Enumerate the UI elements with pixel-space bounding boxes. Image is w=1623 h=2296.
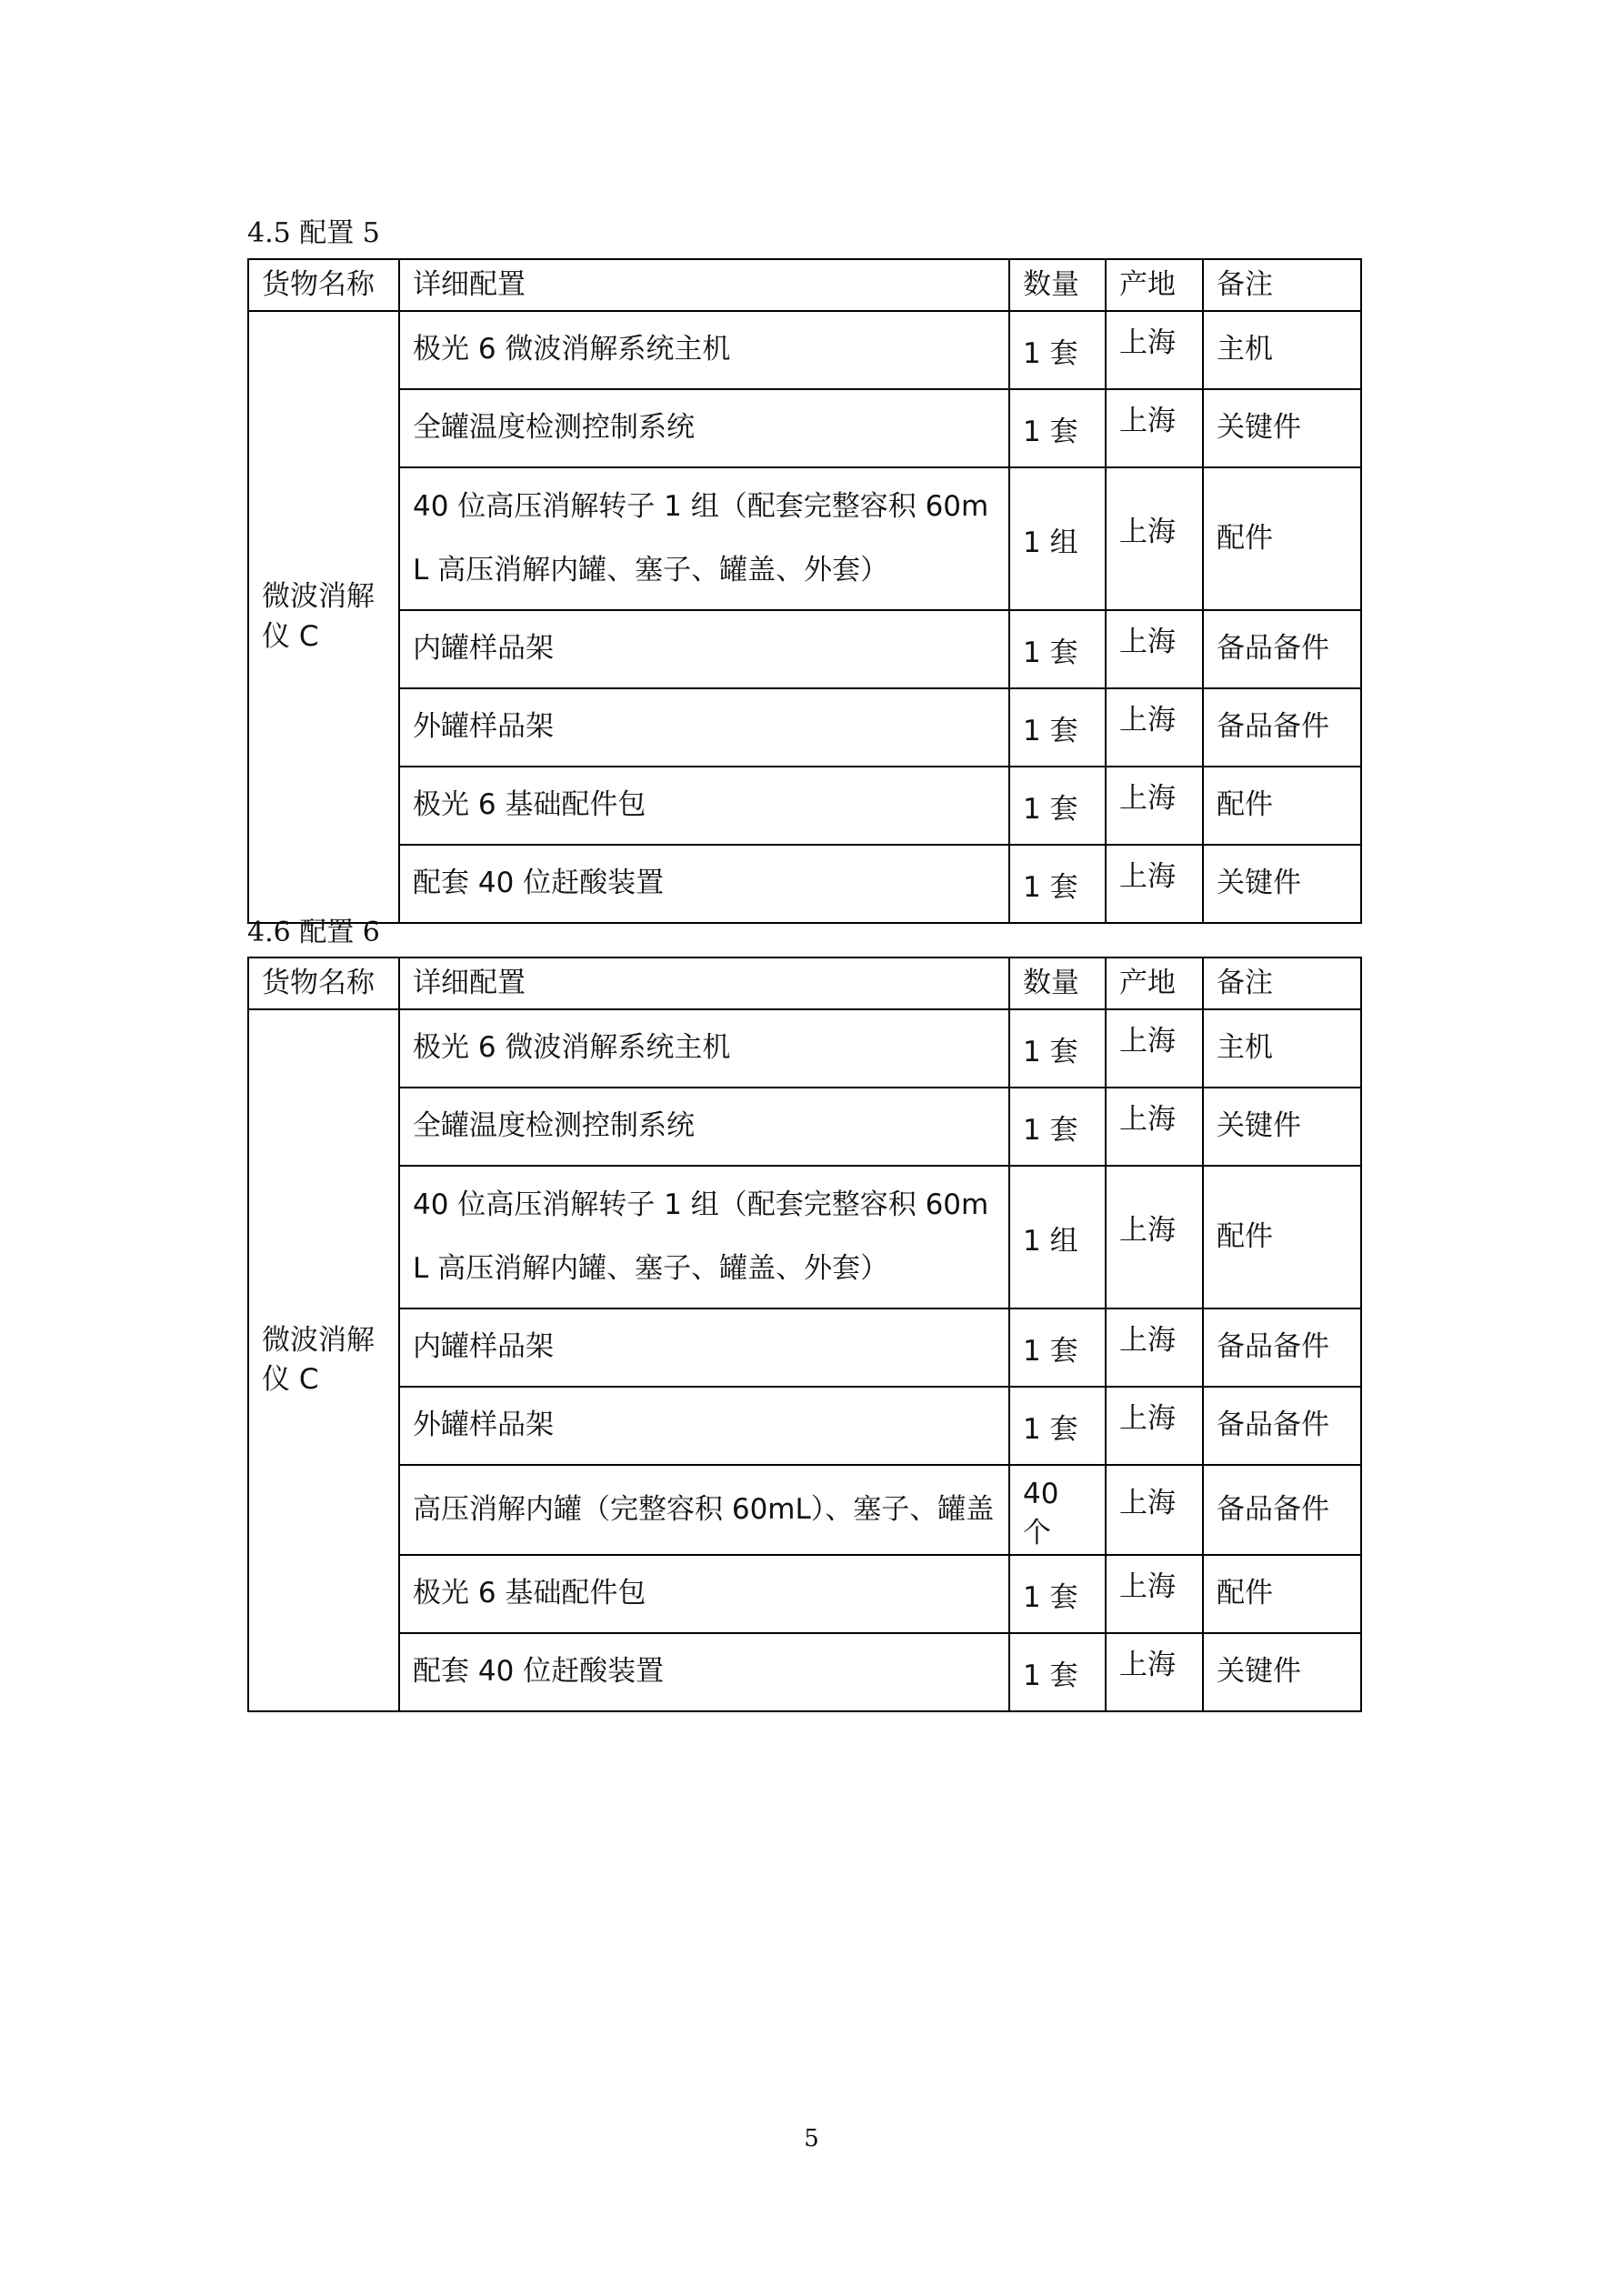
table-header-row (248, 259, 1361, 311)
table-row (248, 1555, 1361, 1633)
quantity-cell: 1 套 (1009, 1387, 1106, 1465)
note-cell: 备品备件 (1203, 1308, 1361, 1387)
note-cell: 备品备件 (1203, 610, 1361, 688)
detail-cell: 内罐样品架 (399, 1308, 1009, 1387)
table-row (248, 1633, 1361, 1711)
origin-cell: 上海 (1106, 845, 1203, 923)
product-name-cell: 微波消解仪 C (248, 311, 399, 923)
table-row (248, 311, 1361, 389)
detail-cell: 极光 6 基础配件包 (399, 1555, 1009, 1633)
origin-cell: 上海 (1106, 1555, 1203, 1633)
note-cell: 备品备件 (1203, 1465, 1361, 1555)
origin-cell: 上海 (1106, 389, 1203, 467)
origin-cell: 上海 (1106, 1465, 1203, 1555)
table-row (248, 1088, 1361, 1166)
note-cell: 关键件 (1203, 845, 1361, 923)
note-cell: 配件 (1203, 467, 1361, 610)
quantity-cell: 40 个 (1009, 1465, 1106, 1555)
note-cell: 关键件 (1203, 389, 1361, 467)
quantity-cell: 1 套 (1009, 688, 1106, 767)
quantity-cell: 1 组 (1009, 1166, 1106, 1308)
table-row (248, 1009, 1361, 1088)
column-header: 货物名称 (248, 958, 399, 1009)
note-cell: 配件 (1203, 1555, 1361, 1633)
section-heading: 4.6 配置 6 (247, 917, 380, 948)
column-header: 详细配置 (399, 259, 1009, 311)
table-row (248, 1308, 1361, 1387)
table-row (248, 1166, 1361, 1308)
column-header: 详细配置 (399, 958, 1009, 1009)
detail-cell: 外罐样品架 (399, 688, 1009, 767)
column-header: 数量 (1009, 259, 1106, 311)
origin-cell: 上海 (1106, 1088, 1203, 1166)
origin-cell: 上海 (1106, 610, 1203, 688)
table-header-row (248, 958, 1361, 1009)
column-header: 备注 (1203, 958, 1361, 1009)
product-name-cell: 微波消解仪 C (248, 1009, 399, 1711)
detail-cell: 极光 6 微波消解系统主机 (399, 1009, 1009, 1088)
detail-cell: 内罐样品架 (399, 610, 1009, 688)
origin-cell: 上海 (1106, 1009, 1203, 1088)
detail-cell: 极光 6 微波消解系统主机 (399, 311, 1009, 389)
note-cell: 主机 (1203, 311, 1361, 389)
quantity-cell: 1 套 (1009, 1088, 1106, 1166)
table-row (248, 845, 1361, 923)
config-table (247, 957, 1362, 1712)
origin-cell: 上海 (1106, 1387, 1203, 1465)
table-row (248, 610, 1361, 688)
detail-cell: 外罐样品架 (399, 1387, 1009, 1465)
quantity-cell: 1 套 (1009, 1009, 1106, 1088)
page-number: 5 (804, 2125, 819, 2152)
note-cell: 备品备件 (1203, 688, 1361, 767)
detail-cell: 高压消解内罐（完整容积 60mL）、塞子、罐盖 (399, 1465, 1009, 1555)
detail-cell: 40 位高压消解转子 1 组（配套完整容积 60mL 高压消解内罐、塞子、罐盖、外套） (399, 467, 1009, 610)
detail-cell: 配套 40 位赶酸装置 (399, 845, 1009, 923)
note-cell: 主机 (1203, 1009, 1361, 1088)
origin-cell: 上海 (1106, 688, 1203, 767)
quantity-cell: 1 套 (1009, 1555, 1106, 1633)
detail-cell: 全罐温度检测控制系统 (399, 389, 1009, 467)
quantity-cell: 1 套 (1009, 389, 1106, 467)
config-table (247, 258, 1362, 924)
detail-cell: 配套 40 位赶酸装置 (399, 1633, 1009, 1711)
note-cell: 配件 (1203, 1166, 1361, 1308)
table-row (248, 467, 1361, 610)
table-row (248, 688, 1361, 767)
note-cell: 关键件 (1203, 1088, 1361, 1166)
detail-cell: 极光 6 基础配件包 (399, 767, 1009, 845)
column-header: 备注 (1203, 259, 1361, 311)
origin-cell: 上海 (1106, 467, 1203, 610)
column-header: 数量 (1009, 958, 1106, 1009)
table-row (248, 389, 1361, 467)
origin-cell: 上海 (1106, 1308, 1203, 1387)
quantity-cell: 1 组 (1009, 467, 1106, 610)
quantity-cell: 1 套 (1009, 610, 1106, 688)
column-header: 货物名称 (248, 259, 399, 311)
origin-cell: 上海 (1106, 311, 1203, 389)
quantity-cell: 1 套 (1009, 1308, 1106, 1387)
table-row (248, 1465, 1361, 1555)
note-cell: 关键件 (1203, 1633, 1361, 1711)
column-header: 产地 (1106, 958, 1203, 1009)
table-row (248, 1387, 1361, 1465)
origin-cell: 上海 (1106, 767, 1203, 845)
note-cell: 配件 (1203, 767, 1361, 845)
quantity-cell: 1 套 (1009, 311, 1106, 389)
section-heading: 4.5 配置 5 (247, 217, 380, 249)
column-header: 产地 (1106, 259, 1203, 311)
detail-cell: 全罐温度检测控制系统 (399, 1088, 1009, 1166)
quantity-cell: 1 套 (1009, 845, 1106, 923)
note-cell: 备品备件 (1203, 1387, 1361, 1465)
origin-cell: 上海 (1106, 1166, 1203, 1308)
quantity-cell: 1 套 (1009, 1633, 1106, 1711)
detail-cell: 40 位高压消解转子 1 组（配套完整容积 60mL 高压消解内罐、塞子、罐盖、外套） (399, 1166, 1009, 1308)
origin-cell: 上海 (1106, 1633, 1203, 1711)
table-row (248, 767, 1361, 845)
quantity-cell: 1 套 (1009, 767, 1106, 845)
